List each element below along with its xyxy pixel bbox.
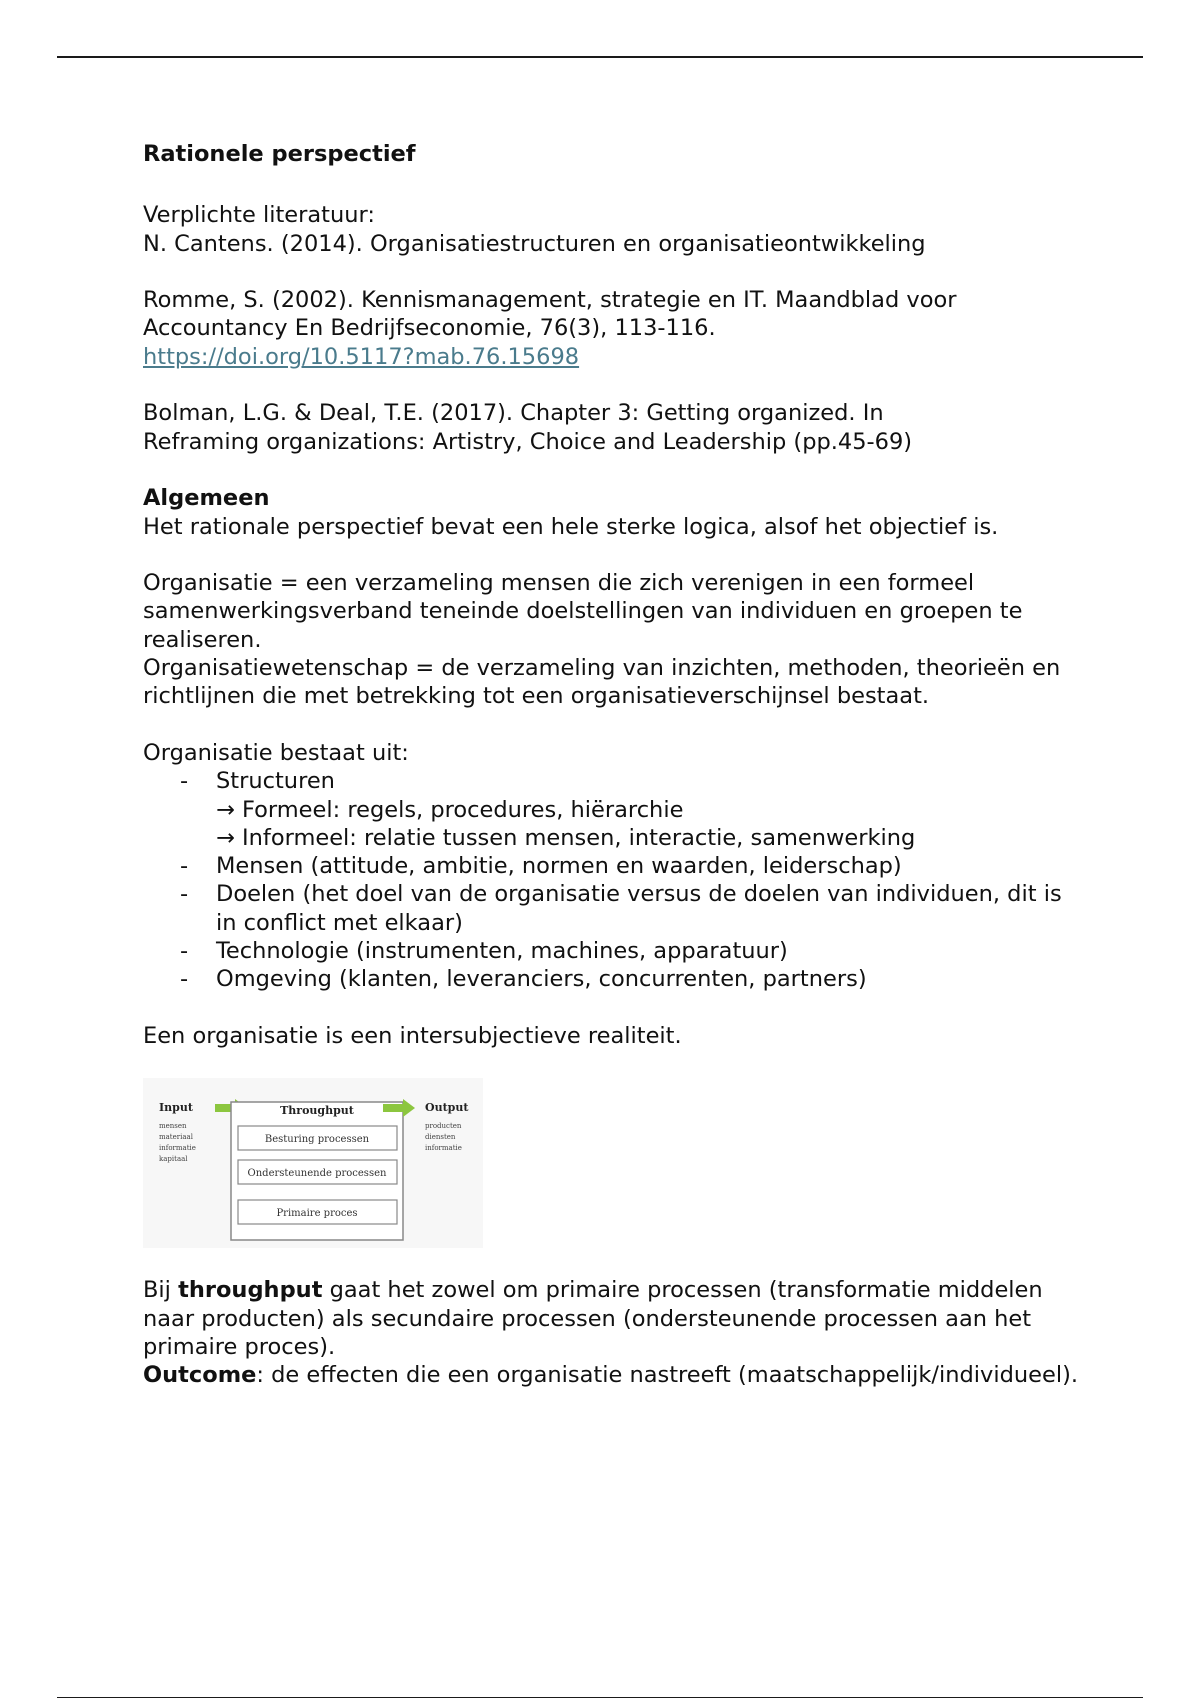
input-throughput-output-diagram bbox=[143, 1078, 483, 1248]
page-content bbox=[143, 140, 1083, 1389]
diagram-input-item: materiaal bbox=[159, 1133, 193, 1142]
list-item: - Omgeving (klanten, leveranciers, concurrenten, partners) bbox=[180, 966, 867, 993]
reference-bolman-line2: Reframing organizations: Artistry, Choice and Leadership (pp.45-69) bbox=[143, 428, 913, 455]
reference-romme-line2: Accountancy En Bedrijfseconomie, 76(3), 113-116. bbox=[143, 315, 716, 342]
literature-label: Verplichte literatuur: bbox=[143, 202, 375, 229]
diagram-input-item: mensen bbox=[159, 1122, 187, 1131]
consists-of-label: Organisatie bestaat uit: bbox=[143, 739, 409, 766]
organisation-science-definition: Organisatiewetenschap = de verzameling van inzichten, methoden, theorieën en richtlijnen die met betrekking tot een organisatieverschijnsel bestaat. bbox=[143, 655, 1061, 710]
list-item: - Structuren → Formeel: regels, procedures, hiërarchie → Informeel: relatie tussen mensen, interactie, samenwerking bbox=[143, 767, 1083, 852]
list-item: - Mensen (attitude, ambitie, normen en waarden, leiderschap) bbox=[180, 853, 902, 880]
diagram-input-item: kapitaal bbox=[159, 1155, 188, 1164]
page-title: Rationele perspectief bbox=[143, 141, 416, 167]
process-box-label: Primaire proces bbox=[276, 1208, 358, 1220]
diagram-output-item: producten bbox=[425, 1122, 462, 1131]
diagram-output-item: diensten bbox=[425, 1133, 456, 1142]
dash-bullet: - bbox=[180, 853, 189, 880]
organisation-definition: Organisatie = een verzameling mensen die zich verenigen in een formeel samenwerkingsverband teneinde doelstellingen van individuen en groepen te realiseren. bbox=[143, 570, 1023, 653]
section-heading-algemeen: Algemeen bbox=[143, 485, 270, 512]
sub-item-formal: → Formeel: regels, procedures, hiërarchie bbox=[216, 796, 684, 823]
dash-bullet: - bbox=[180, 966, 189, 993]
dash-bullet: - bbox=[180, 881, 189, 908]
list-item: - Doelen (het doel van de organisatie versus de doelen van individuen, dit is in conflict met elkaar) bbox=[180, 881, 1062, 936]
header-rule bbox=[57, 56, 1143, 58]
sub-item-informal: → Informeel: relatie tussen mensen, interactie, samenwerking bbox=[216, 824, 916, 851]
diagram-output-item: informatie bbox=[425, 1144, 462, 1153]
dash-bullet: - bbox=[180, 938, 189, 965]
diagram-input-label: Input bbox=[159, 1101, 193, 1115]
throughput-paragraph: Bij throughput gaat het zowel om primaire processen (transformatie middelen naar producten) als secundaire processen (ondersteunende processen aan het primaire proces). bbox=[143, 1277, 1043, 1360]
reference-romme-line1: Romme, S. (2002). Kennismanagement, strategie en IT. Maandblad voor bbox=[143, 287, 957, 314]
footer-rule bbox=[57, 1697, 1143, 1698]
components-list bbox=[143, 767, 1083, 993]
reference-bolman-line1: Bolman, L.G. & Deal, T.E. (2017). Chapter 3: Getting organized. In bbox=[143, 400, 884, 427]
dash-bullet: - bbox=[180, 768, 189, 795]
reference-cantens: N. Cantens. (2014). Organisatiestructuren en organisatieontwikkeling bbox=[143, 230, 926, 257]
process-box-label: Besturing processen bbox=[264, 1134, 370, 1146]
process-box-label: Ondersteunende processen bbox=[247, 1168, 387, 1180]
diagram-output-label: Output bbox=[425, 1101, 469, 1115]
intro-paragraph: Het rationale perspectief bevat een hele sterke logica, alsof het objectief is. bbox=[143, 513, 999, 540]
list-item: - Technologie (instrumenten, machines, apparatuur) bbox=[180, 938, 788, 965]
diagram-throughput-label: Throughput bbox=[280, 1104, 354, 1118]
doi-link[interactable]: https://doi.org/10.5117?mab.76.15698 bbox=[143, 343, 580, 370]
diagram-input-item: informatie bbox=[159, 1144, 196, 1153]
outcome-paragraph: Outcome: de effecten die een organisatie nastreeft (maatschappelijk/individueel). bbox=[143, 1362, 1079, 1389]
intersubjective-statement: Een organisatie is een intersubjectieve realiteit. bbox=[143, 1022, 682, 1049]
